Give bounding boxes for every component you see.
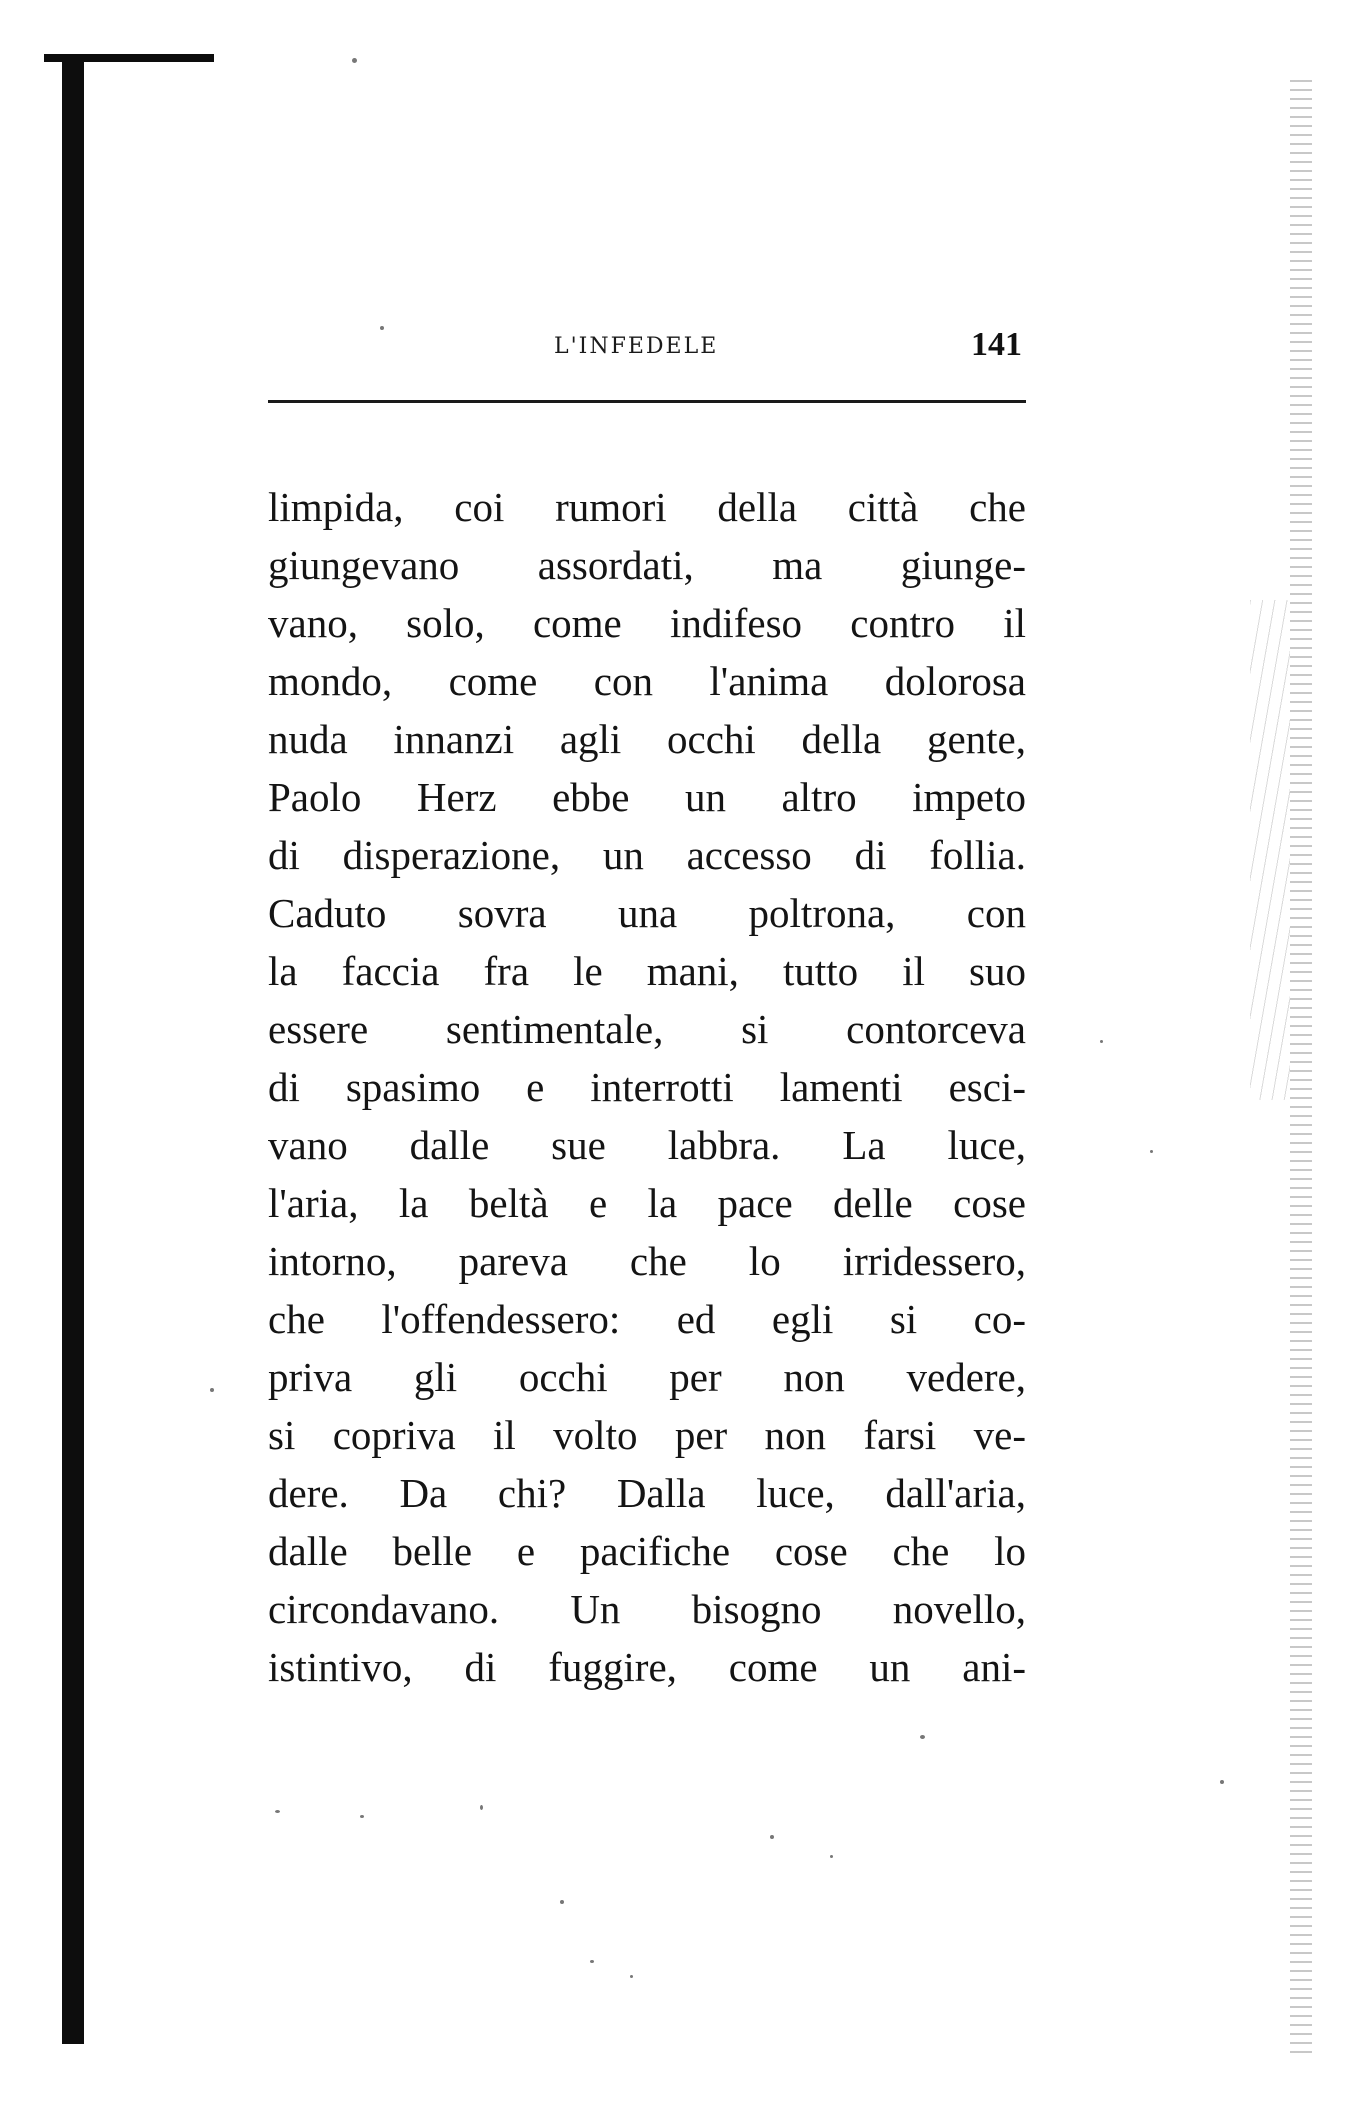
- scan-speck: [830, 1855, 833, 1858]
- text-line: priva gli occhi per non vedere,: [268, 1354, 1026, 1400]
- scan-speck: [920, 1735, 925, 1739]
- text-line: dere. Da chi? Dalla luce, dall'aria,: [268, 1470, 1026, 1516]
- scan-speck: [210, 1388, 214, 1392]
- text-line: circondavano. Un bisogno novello,: [268, 1586, 1026, 1632]
- text-line: nuda innanzi agli occhi della gente,: [268, 716, 1026, 762]
- scan-speck: [1150, 1150, 1153, 1153]
- text-line: dalle belle e pacifiche cose che lo: [268, 1528, 1026, 1574]
- page-number: 141: [971, 326, 1022, 363]
- scan-speck: [380, 326, 384, 330]
- text-line: giungevano assordati, ma giunge-: [268, 542, 1026, 588]
- text-line: la faccia fra le mani, tutto il suo: [268, 948, 1026, 994]
- text-line: Caduto sovra una poltrona, con: [268, 890, 1026, 936]
- text-line: si copriva il volto per non farsi ve-: [268, 1412, 1026, 1458]
- running-title: L'INFEDELE: [554, 334, 719, 359]
- header-rule: [268, 400, 1026, 403]
- scan-speck: [560, 1900, 564, 1904]
- scan-speck: [1100, 1040, 1103, 1043]
- text-line: vano, solo, come indifeso contro il: [268, 600, 1026, 646]
- scan-speck: [1220, 1780, 1224, 1784]
- scan-speck: [360, 1815, 364, 1818]
- running-header: [268, 326, 1028, 370]
- text-line: essere sentimentale, si contorceva: [268, 1006, 1026, 1052]
- text-line: limpida, coi rumori della città che: [268, 484, 1026, 530]
- page-edge-noise: [1250, 600, 1290, 1100]
- binding-edge-left: [62, 60, 84, 2044]
- scan-speck: [275, 1810, 280, 1813]
- scan-speck: [630, 1975, 633, 1978]
- scan-speck: [352, 58, 357, 63]
- text-line: Paolo Herz ebbe un altro impeto: [268, 774, 1026, 820]
- text-line: mondo, come con l'anima dolorosa: [268, 658, 1026, 704]
- text-line: intorno, pareva che lo irridessero,: [268, 1238, 1026, 1284]
- text-line: vano dalle sue labbra. La luce,: [268, 1122, 1026, 1168]
- text-line: istintivo, di fuggire, come un ani-: [268, 1644, 1026, 1690]
- text-line: di disperazione, un accesso di follia.: [268, 832, 1026, 878]
- body-text: [268, 478, 1026, 1696]
- page-edge-right: [1290, 80, 1312, 2060]
- text-line: di spasimo e interrotti lamenti esci-: [268, 1064, 1026, 1110]
- text-line: che l'offendessero: ed egli si co-: [268, 1296, 1026, 1342]
- scan-speck: [480, 1805, 483, 1810]
- scan-speck: [770, 1835, 774, 1839]
- scan-speck: [590, 1960, 594, 1963]
- text-line: l'aria, la beltà e la pace delle cose: [268, 1180, 1026, 1226]
